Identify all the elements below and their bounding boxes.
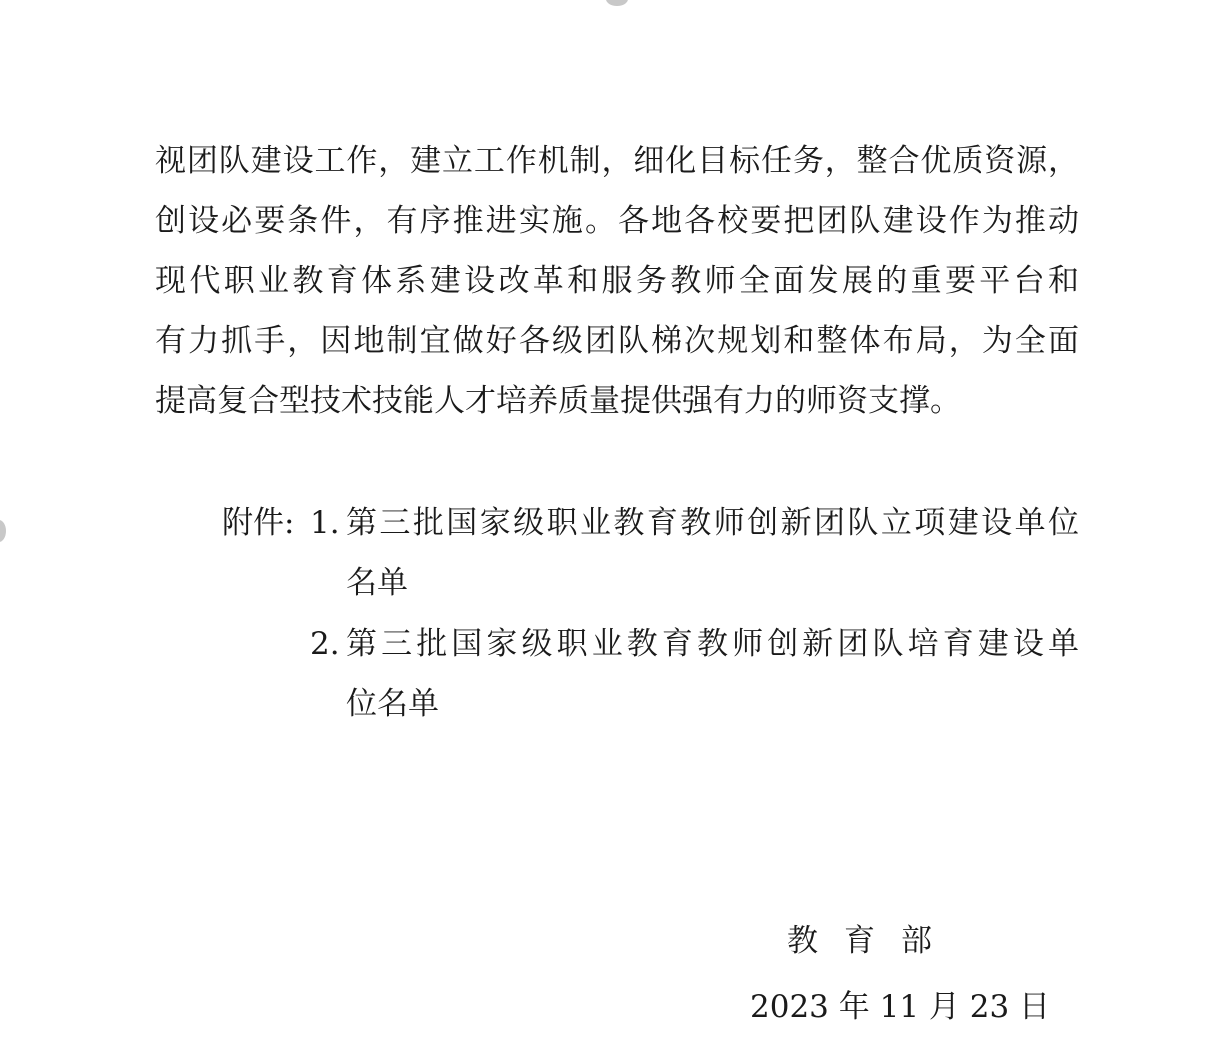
attachment-1-title: 第三批国家级职业教育教师创新团队立项建设单位 <box>346 505 1079 541</box>
attachment-1-title-continued: 名单 <box>346 565 408 601</box>
paragraph-line-2: 创设必要条件，有序推进实施。各地各校要把团队建设作为推动 <box>155 203 1079 239</box>
attachment-2-number: 2. <box>310 626 340 662</box>
attachment-2-title-continued: 位名单 <box>346 686 439 722</box>
paragraph-line-1: 视团队建设工作，建立工作机制，细化目标任务，整合优质资源， <box>155 143 1079 179</box>
document-date: 2023 年 11 月 23 日 <box>750 989 1051 1025</box>
page-edge-marker-top <box>606 0 628 6</box>
attachment-2-title: 第三批国家级职业教育教师创新团队培育建设单 <box>346 626 1079 662</box>
paragraph-line-5: 提高复合型技术技能人才培养质量提供强有力的师资支撑。 <box>155 383 961 419</box>
page-edge-marker-left <box>0 520 6 542</box>
attachment-1-number: 1. <box>310 505 340 541</box>
paragraph-line-4: 有力抓手，因地制宜做好各级团队梯次规划和整体布局，为全面 <box>155 323 1079 359</box>
attachments-label: 附件: <box>222 505 295 541</box>
signer-name: 教育部 <box>787 923 958 959</box>
paragraph-line-3: 现代职业教育体系建设改革和服务教师全面发展的重要平台和 <box>155 263 1079 299</box>
